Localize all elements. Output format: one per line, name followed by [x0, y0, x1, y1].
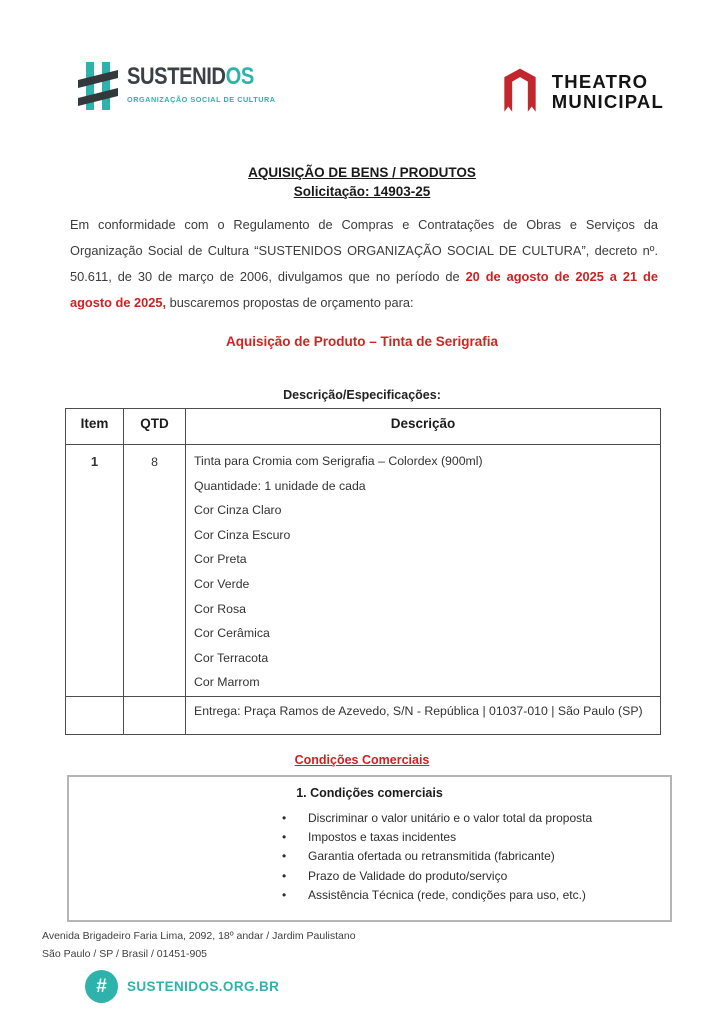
- description-line: Quantidade: 1 unidade de cada: [194, 478, 366, 493]
- product-title: Aquisição de Produto – Tinta de Serigrafia: [225, 334, 499, 349]
- sustenidos-logo: [78, 58, 280, 119]
- footer-address-line1: Avenida Brigadeiro Faria Lima, 2092, 18º andar / Jardim Paulistano: [42, 930, 356, 942]
- theatro-wordmark: THEATRO MUNICIPAL: [551, 70, 664, 112]
- description-line: Tinta para Cromia com Serigrafia – Colordex (900ml): [194, 454, 483, 468]
- description-line: Cor Terracota: [194, 650, 269, 665]
- footer-brand: [85, 970, 724, 1003]
- description-line: Cor Preta: [194, 552, 247, 567]
- sustenidos-wordmark: SUSTENIDOS: [127, 63, 254, 90]
- sustenidos-tagline: ORGANIZAÇÃO SOCIAL DE CULTURA: [127, 95, 276, 104]
- description-lines: [194, 449, 652, 695]
- empty-item-cell: [66, 697, 124, 735]
- document-title-line1: AQUISIÇÃO DE BENS / PRODUTOS: [248, 165, 476, 180]
- description-line: Cor Verde: [194, 576, 250, 591]
- footer-hash-icon: #: [85, 970, 118, 1003]
- footer-address: [42, 928, 724, 963]
- item-number-cell: 1: [66, 445, 124, 697]
- spec-heading: Descrição/Especificações:: [283, 388, 441, 402]
- bullet-item: • Garantia ofertada ou retransmitida (fabricante): [282, 847, 670, 866]
- description-line: Cor Rosa: [194, 601, 246, 616]
- description-line: Cor Cinza Escuro: [194, 527, 291, 542]
- commercial-box-title: 1. Condições comerciais: [296, 786, 443, 800]
- spec-table-header-row: [66, 409, 661, 445]
- column-header-qtd: QTD: [124, 409, 186, 445]
- column-header-desc: Descrição: [186, 409, 661, 445]
- footer-address-line2: São Paulo / SP / Brasil / 01451-905: [42, 947, 207, 960]
- commercial-conditions-box: [67, 775, 672, 922]
- delivery-row: [66, 697, 661, 735]
- bullet-item: • Assistência Técnica (rede, condições para uso, etc.): [282, 886, 670, 905]
- table-row: [66, 445, 661, 697]
- delivery-address-cell: Entrega: Praça Ramos de Azevedo, S/N - República | 01037-010 | São Paulo (SP): [186, 697, 661, 735]
- spec-table: [65, 408, 661, 735]
- intro-date-range: 20 de agosto de 2025 a 21 de agosto de 2025,: [70, 269, 658, 310]
- bullet-item: • Discriminar o valor unitário e o valor total da proposta: [282, 809, 670, 828]
- sustenidos-hash-icon: [78, 58, 118, 119]
- description-line: Cor Cerâmica: [194, 626, 270, 641]
- column-header-item: Item: [66, 409, 124, 445]
- commercial-bullet-list: [282, 809, 670, 905]
- theatro-arch-icon: [500, 66, 540, 118]
- commercial-conditions-heading: Condições Comerciais: [294, 753, 430, 767]
- intro-paragraph: [70, 212, 658, 316]
- page-header: [0, 0, 724, 114]
- bullet-item: • Prazo de Validade do produto/serviço: [282, 867, 670, 886]
- document-title-line2: Solicitação: 14903-25: [293, 184, 431, 199]
- theatro-municipal-logo: [500, 66, 664, 118]
- description-line: Cor Marrom: [194, 675, 260, 690]
- bullet-item: • Impostos e taxas incidentes: [282, 828, 670, 847]
- quantity-cell: 8: [124, 445, 186, 697]
- intro-text-end: buscaremos propostas de orçamento para:: [166, 295, 414, 310]
- intro-text-start: Em conformidade com o Regulamento de Compras e Contratações de Obras e Serviços da Organização Social de Cultura “SUSTENIDOS ORGANIZAÇÃO SOCIAL DE CULTURA”, decreto nº. 50.611, de 30 de março de 2006, divulgamos que no período de: [70, 217, 658, 284]
- description-cell: [186, 445, 661, 697]
- description-line: Cor Cinza Claro: [194, 503, 282, 518]
- empty-qtd-cell: [124, 697, 186, 735]
- sustenidos-logo-text: [127, 58, 280, 119]
- document-title: [0, 163, 724, 201]
- footer-website: SUSTENIDOS.ORG.BR: [127, 979, 280, 994]
